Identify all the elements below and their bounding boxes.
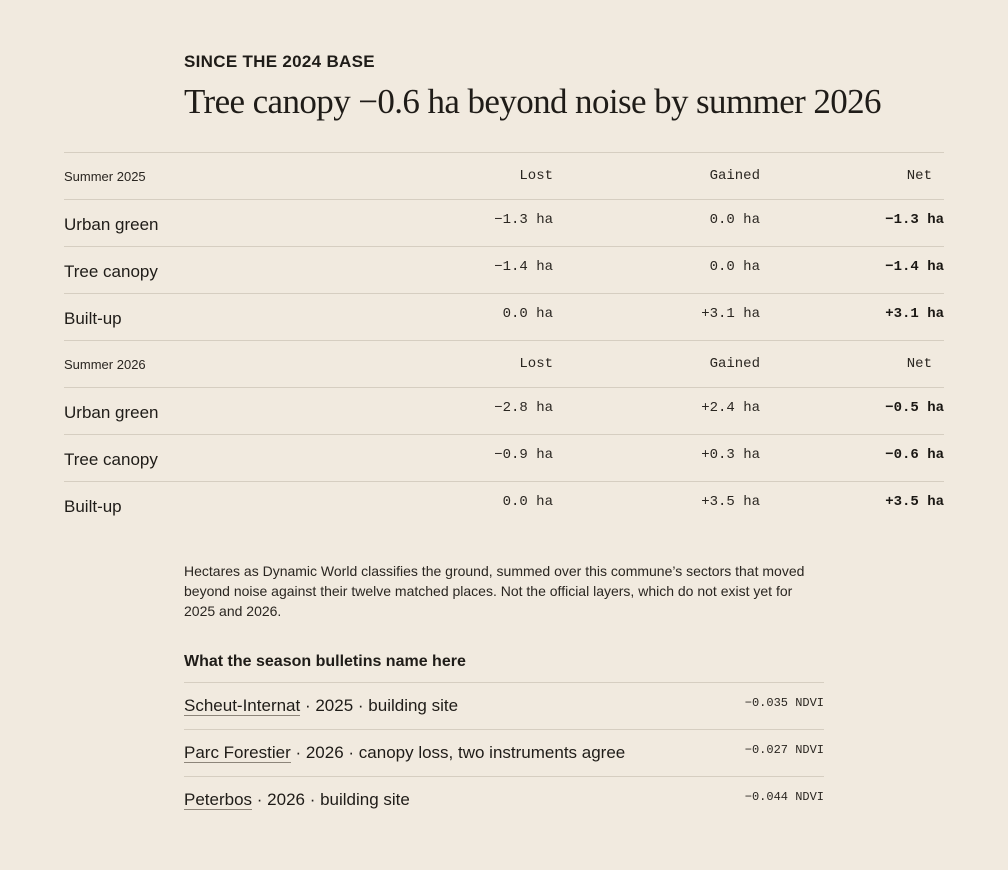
lost-value: 0.0 ha [502, 306, 553, 322]
table-row [64, 435, 944, 482]
bulletin-detail: · 2026 · building site [252, 790, 410, 809]
methodology-note: Hectares as Dynamic World classifies the ground, summed over this commune’s sectors that moved beyond noise against their twelve matched places. Not the official layers, which do not exist yet for 2025 and 2026. [184, 563, 805, 619]
column-header-gained: Gained [709, 168, 760, 184]
row-label: Urban green [64, 403, 159, 422]
list-item [184, 730, 824, 777]
gained-value: 0.0 ha [709, 212, 760, 228]
bulletin-detail: · 2026 · canopy loss, two instruments agree [290, 743, 626, 762]
row-label: Built-up [64, 497, 122, 516]
table-row [64, 482, 944, 528]
bulletins-heading: What the season bulletins name here [184, 653, 466, 670]
period-label: Summer 2025 [64, 169, 146, 184]
row-label: Tree canopy [64, 450, 158, 469]
net-value: −1.3 ha [885, 212, 944, 228]
change-table [64, 152, 944, 528]
row-label: Urban green [64, 215, 159, 234]
lost-value: −0.9 ha [494, 447, 553, 463]
net-value: +3.1 ha [885, 306, 944, 322]
period-header-row [64, 341, 944, 388]
period-label: Summer 2026 [64, 357, 146, 372]
list-item [184, 683, 824, 730]
net-value: −0.5 ha [885, 400, 944, 416]
gained-value: +0.3 ha [701, 447, 760, 463]
column-header-lost: Lost [519, 356, 553, 372]
period-header-row [64, 153, 944, 200]
table-row [64, 200, 944, 247]
bulletin-list [184, 682, 824, 823]
bulletin-text [184, 743, 625, 763]
table-row [64, 388, 944, 435]
gained-value: +2.4 ha [701, 400, 760, 416]
bulletin-place-link[interactable]: Parc Forestier [184, 743, 291, 762]
lost-value: −1.3 ha [494, 212, 553, 228]
table-row [64, 294, 944, 341]
net-value: +3.5 ha [885, 494, 944, 510]
ndvi-value: −0.027 NDVI [744, 743, 824, 757]
bulletin-detail: · 2025 · building site [300, 696, 459, 715]
lost-value: 0.0 ha [502, 494, 553, 510]
bulletin-place-link[interactable]: Peterbos [184, 790, 253, 809]
column-header-net: Net [906, 356, 932, 372]
bulletin-place-link[interactable]: Scheut-Internat [184, 696, 301, 715]
column-header-net: Net [906, 168, 932, 184]
lost-value: −1.4 ha [494, 259, 553, 275]
section-kicker: SINCE THE 2024 BASE [184, 52, 375, 71]
net-value: −1.4 ha [885, 259, 944, 275]
gained-value: +3.5 ha [701, 494, 760, 510]
net-value: −0.6 ha [885, 447, 944, 463]
lost-value: −2.8 ha [494, 400, 553, 416]
table-row [64, 247, 944, 294]
gained-value: +3.1 ha [701, 306, 760, 322]
row-label: Tree canopy [64, 262, 158, 281]
bulletin-text [184, 696, 458, 716]
column-header-lost: Lost [519, 168, 553, 184]
ndvi-value: −0.044 NDVI [744, 790, 824, 804]
list-item [184, 777, 824, 823]
bulletin-text [184, 790, 410, 810]
page-title: Tree canopy −0.6 ha beyond noise by summer 2026 [184, 82, 881, 121]
column-header-gained: Gained [709, 356, 760, 372]
ndvi-value: −0.035 NDVI [744, 696, 824, 710]
row-label: Built-up [64, 309, 122, 328]
gained-value: 0.0 ha [709, 259, 760, 275]
